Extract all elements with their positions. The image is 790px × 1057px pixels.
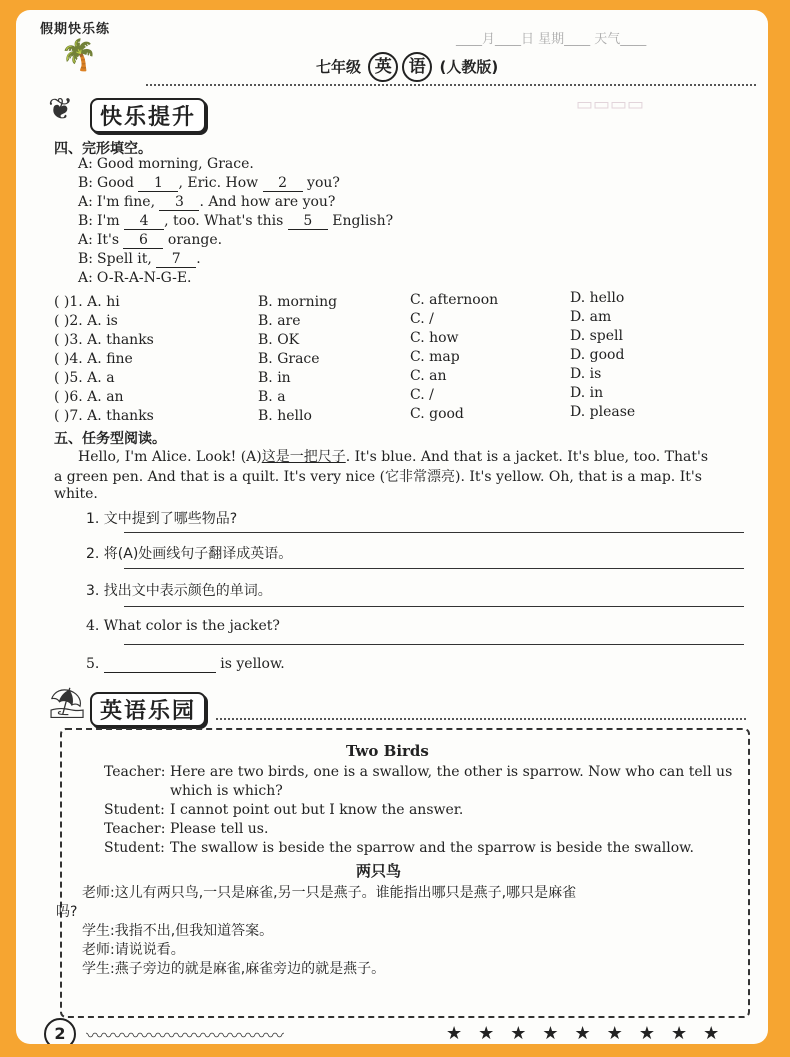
brand-logo: 假期快乐练 [40,22,111,37]
option-question-5[interactable]: ( )5. A. a [54,370,115,386]
passage-line-1 [78,446,708,466]
option-b-5[interactable]: B. in [258,370,291,386]
dialog-text: Good morning, Grace. [96,156,254,172]
answer-line-1[interactable] [124,532,744,533]
story-line: which is which? [170,783,283,799]
cloze-blank-1[interactable]: 1 [138,175,178,192]
dialog-line [78,194,335,211]
option-question-3[interactable]: ( )3. A. thanks [54,332,154,348]
option-question-4[interactable]: ( )4. A. fine [54,351,133,367]
dialog-text: It's [96,232,124,248]
dialog-text: . [196,251,201,267]
dialog-line [78,251,201,268]
passage-part: Hello, I'm Alice. Look! (A) [78,449,262,465]
grade-subject-title [316,52,498,82]
passage-part: white. [54,486,98,502]
section-title: 英语乐园 [90,692,206,727]
dialog-speaker: B: [78,175,94,191]
dialog-speaker: B: [78,213,94,229]
reading-question-4: 4. What color is the jacket? [86,618,280,634]
option-c-3[interactable]: C. how [410,330,459,346]
story-cn-line: 学生:燕子旁边的就是麻雀,麻雀旁边的就是燕子。 [82,961,386,977]
reading-question-2: 2. 将(A)处画线句子翻译成英语。 [86,546,293,562]
showthrough-decoration: ▭▭▭▭ [576,94,645,115]
header-divider [146,84,756,86]
passage-line-3 [54,486,98,502]
swirl-decoration-icon: 〰〰〰〰〰〰〰〰〰〰〰 [86,1026,284,1044]
option-question-2[interactable]: ( )2. A. is [54,313,118,329]
story-title: Two Birds [346,742,429,760]
option-b-3[interactable]: B. OK [258,332,300,348]
story-speaker: Teacher: [104,821,166,837]
option-b-7[interactable]: B. hello [258,408,312,424]
option-d-7[interactable]: D. please [570,404,636,420]
dialog-text: English? [327,213,394,229]
story-cn-title: 两只鸟 [356,862,402,880]
dialog-text: . And how are you? [199,194,336,210]
passage-part: . It's blue. And that is a jacket. It's blue, too. That's [345,449,709,465]
option-question-6[interactable]: ( )6. A. an [54,389,124,405]
cloze-blank-6[interactable]: 6 [123,232,163,249]
option-d-1[interactable]: D. hello [570,290,625,306]
story-cn-line: 吗? [56,904,78,920]
dialog-line [78,156,254,172]
story-cn-line: 老师:请说说看。 [82,942,185,958]
dialog-text: you? [302,175,340,191]
option-c-4[interactable]: C. map [410,349,460,365]
option-d-4[interactable]: D. good [570,347,625,363]
option-b-2[interactable]: B. are [258,313,301,329]
q4-title: 四、完形填空。 [54,141,152,157]
sprout-icon: ❦ [48,92,74,127]
reading-question-3: 3. 找出文中表示颜色的单词。 [86,583,272,599]
answer-line-4[interactable] [124,644,744,645]
cloze-blank-7[interactable]: 7 [156,251,196,268]
q5-blank[interactable] [104,656,216,673]
dialog-speaker: A: [78,156,93,172]
q5-number: 5. [86,656,100,672]
cloze-blank-4[interactable]: 4 [124,213,164,230]
banner-divider [216,718,746,720]
dialog-line [78,213,393,230]
edition-label: (人教版) [439,58,499,76]
option-question-1[interactable]: ( )1. A. hi [54,294,120,310]
dialog-line [78,270,192,286]
story-cn-line: 学生:我指不出,但我知道答案。 [82,923,274,939]
q5-suffix: is yellow. [220,656,285,672]
option-d-2[interactable]: D. am [570,309,612,325]
dialog-text: I'm fine, [96,194,160,210]
grade-label: 七年级 [316,58,362,76]
dialog-text: O-R-A-N-G-E. [96,270,192,286]
bucket-icon: ⛱ [48,686,87,721]
story-cn-line: 老师:这儿有两只鸟,一只是麻雀,另一只是燕子。谁能指出哪只是燕子,哪只是麻雀 [82,885,577,901]
story-line: The swallow is beside the sparrow and the sparrow is beside the swallow. [170,840,694,856]
option-c-7[interactable]: C. good [410,406,464,422]
dialog-line [78,232,222,249]
option-d-3[interactable]: D. spell [570,328,624,344]
palm-tree-icon: 🌴 [60,38,98,73]
cloze-blank-5[interactable]: 5 [288,213,328,230]
story-line: Please tell us. [170,821,269,837]
story-speaker: Teacher: [104,764,166,780]
answer-line-2[interactable] [124,568,744,569]
section-banner-english-garden [44,686,206,726]
story-line: Here are two birds, one is a swallow, the other is sparrow. Now who can tell us [170,764,733,780]
option-d-5[interactable]: D. is [570,366,602,382]
dialog-text: I'm [97,213,125,229]
story-speaker: Student: [104,802,165,818]
dialog-text: Spell it, [97,251,157,267]
page-header [16,10,768,90]
page-number: 2 [44,1018,76,1044]
stars-decoration: ★★★★★★★★★ [446,1023,736,1044]
cloze-blank-2[interactable]: 2 [263,175,303,192]
option-c-6[interactable]: C. / [410,387,434,403]
passage-part: a green pen. And that is a quilt. It's very nice (它非常漂亮). It's yellow. Oh, that is a map. It's [54,469,702,485]
story-speaker: Student: [104,840,165,856]
option-d-6[interactable]: D. in [570,385,604,401]
dialog-text: , too. What's this [164,213,288,229]
subject-char-1: 英 [368,52,398,82]
option-b-1[interactable]: B. morning [258,294,338,310]
dialog-text: orange. [163,232,223,248]
passage-line-2 [54,466,702,486]
section-title: 快乐提升 [90,98,206,133]
option-c-5[interactable]: C. an [410,368,447,384]
date-line: ____月____日 星期____ 天气____ [456,32,647,47]
reading-question-5 [86,656,285,673]
option-question-7[interactable]: ( )7. A. thanks [54,408,154,424]
answer-line-3[interactable] [124,606,744,607]
story-line: I cannot point out but I know the answer. [170,802,464,818]
dialog-line [78,175,340,192]
cloze-blank-3[interactable]: 3 [159,194,199,211]
passage-underlined: 这是一把尺子 [261,449,346,465]
dialog-speaker: A: [78,194,93,210]
option-c-1[interactable]: C. afternoon [410,292,499,308]
dialog-text: Good [97,175,139,191]
option-b-6[interactable]: B. a [258,389,286,405]
reading-question-1: 1. 文中提到了哪些物品? [86,511,238,527]
dialog-text: , Eric. How [178,175,263,191]
option-c-2[interactable]: C. / [410,311,434,327]
q5-title: 五、任务型阅读。 [54,431,166,447]
option-b-4[interactable]: B. Grace [258,351,320,367]
dialog-speaker: B: [78,251,94,267]
dialog-speaker: A: [78,270,93,286]
subject-char-2: 语 [402,52,432,82]
worksheet-page [16,10,768,1044]
section-banner-happy-improve [44,92,206,132]
dialog-speaker: A: [78,232,93,248]
